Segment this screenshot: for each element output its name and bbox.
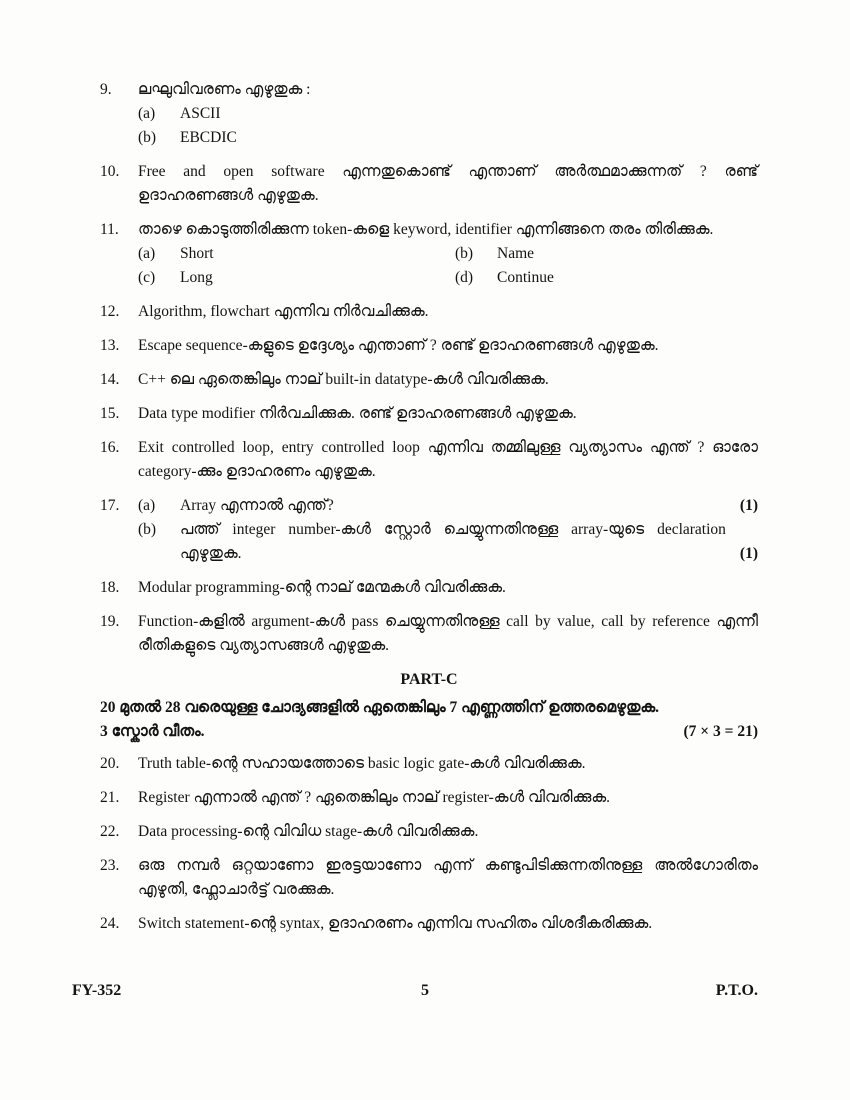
option-label: (c) xyxy=(138,269,156,286)
question-number: 22. xyxy=(100,823,120,840)
question-body xyxy=(138,402,758,426)
question-number: 11. xyxy=(100,221,119,238)
option-label: (d) xyxy=(455,269,474,286)
option-text: Name xyxy=(497,245,535,262)
question-9 xyxy=(100,78,758,150)
question-number: 17. xyxy=(100,497,120,514)
question-number: 14. xyxy=(100,371,120,388)
question-number: 18. xyxy=(100,579,120,596)
question-body xyxy=(138,610,758,658)
question-number: 19. xyxy=(100,613,120,630)
part-c-score-row xyxy=(100,720,758,744)
question-number: 23. xyxy=(100,857,120,874)
question-text: ലഘുവിവരണം എഴുതുക : xyxy=(138,81,311,98)
question-text: ഒരു നമ്പർ ഒറ്റയാണോ ഇരട്ടയാണോ എന്ന് കണ്ടുപിടിക്കുന്നതിനുള്ള അൽഗോരിതം എഴുതി, ഫ്ലോചാർട്ട് വരക്കുക. xyxy=(138,857,758,898)
pto-label: P.T.O. xyxy=(715,982,758,999)
marks-badge: (1) xyxy=(739,497,758,514)
question-text: Free and open software എന്നതുകൊണ്ട് എന്താണ് അർത്ഥമാക്കുന്നത് ? രണ്ട് ഉദാഹരണങ്ങൾ എഴുതുക. xyxy=(138,163,758,204)
question-14 xyxy=(100,368,758,392)
question-text: Escape sequence-കളുടെ ഉദ്ദേശ്യം എന്താണ് ? രണ്ട് ഉദാഹരണങ്ങൾ എഴുതുക. xyxy=(138,337,659,354)
option-b xyxy=(455,242,758,266)
part-c-instruction: 20 മുതൽ 28 വരെയുള്ള ചോദ്യങ്ങളിൽ ഏതെങ്കിലും 7 എണ്ണത്തിന് ഉത്തരമെഴുതുക. xyxy=(100,699,660,716)
question-number: 12. xyxy=(100,303,120,320)
part-c-section xyxy=(100,668,758,744)
part-c-score-note: 3 സ്കോർ വീതം. xyxy=(100,723,205,740)
question-number: 24. xyxy=(100,915,120,932)
question-body xyxy=(138,78,758,150)
part-c-heading: PART-C xyxy=(400,671,458,688)
sub-item-a xyxy=(138,102,758,126)
question-body xyxy=(138,368,758,392)
option-text: Long xyxy=(180,269,213,286)
question-body xyxy=(138,334,758,358)
question-15 xyxy=(100,402,758,426)
option-d xyxy=(455,266,758,290)
question-body xyxy=(138,576,758,600)
sub-question-label: (a) xyxy=(138,497,156,514)
question-text: Truth table-ന്റെ സഹായത്തോടെ basic logic gate-കൾ വിവരിക്കുക. xyxy=(138,755,586,772)
paper-code: FY-352 xyxy=(72,982,122,999)
sub-item-b xyxy=(138,126,758,150)
option-label: (b) xyxy=(455,245,474,262)
question-20 xyxy=(100,752,758,776)
question-23 xyxy=(100,854,758,902)
option-label: (a) xyxy=(138,245,156,262)
question-body xyxy=(138,300,758,324)
sub-question-b xyxy=(138,518,758,566)
question-number: 21. xyxy=(100,789,120,806)
question-body xyxy=(138,218,758,290)
option-text: Continue xyxy=(497,269,554,286)
question-body xyxy=(138,752,758,776)
question-13 xyxy=(100,334,758,358)
question-16 xyxy=(100,436,758,484)
question-text: Data type modifier നിർവചിക്കുക. രണ്ട് ഉദാഹരണങ്ങൾ എഴുതുക. xyxy=(138,405,577,422)
question-text: Register എന്നാൽ എന്ത് ? ഏതെങ്കിലും നാല് register-കൾ വിവരിക്കുക. xyxy=(138,789,610,806)
question-list xyxy=(100,78,758,946)
question-18 xyxy=(100,576,758,600)
sub-question-a xyxy=(138,494,758,518)
question-text: C++ ലെ ഏതെങ്കിലും നാല് built-in datatype-കൾ വിവരിക്കുക. xyxy=(138,371,549,388)
question-body xyxy=(138,820,758,844)
question-text: താഴെ കൊടുത്തിരിക്കുന്ന token-കളെ keyword, identifier എന്നിങ്ങനെ തരം തിരിക്കുക. xyxy=(138,221,714,238)
part-c-marks-scheme: (7 × 3 = 21) xyxy=(683,723,758,740)
option-grid xyxy=(138,242,758,290)
question-text: Modular programming-ന്റെ നാല് മേന്മകൾ വിവരിക്കുക. xyxy=(138,579,506,596)
question-24 xyxy=(100,912,758,936)
page-number: 5 xyxy=(421,982,429,999)
question-body xyxy=(138,786,758,810)
question-19 xyxy=(100,610,758,658)
question-number: 20. xyxy=(100,755,120,772)
page-footer xyxy=(0,982,850,1006)
question-21 xyxy=(100,786,758,810)
question-number: 13. xyxy=(100,337,120,354)
question-text: Exit controlled loop, entry controlled loop എന്നിവ തമ്മിലുള്ള വ്യത്യാസം എന്ത് ? ഓരോ category-ക്കും ഉദാഹരണം എഴുതുക. xyxy=(138,439,758,480)
question-number: 9. xyxy=(100,81,112,98)
sub-question-text: പത്ത് integer number-കൾ സ്റ്റോർ ചെയ്യുന്നതിനുള്ള array-യുടെ declaration എഴുതുക. xyxy=(180,521,726,562)
question-text: Algorithm, flowchart എന്നിവ നിർവചിക്കുക. xyxy=(138,303,429,320)
question-body xyxy=(138,494,758,566)
option-a xyxy=(138,242,455,266)
sub-item-text: ASCII xyxy=(180,105,221,122)
sub-question-text: Array എന്നാൽ എന്ത്? xyxy=(180,497,334,514)
option-c xyxy=(138,266,455,290)
question-10 xyxy=(100,160,758,208)
question-22 xyxy=(100,820,758,844)
question-number: 10. xyxy=(100,163,120,180)
marks-badge: (1) xyxy=(739,545,758,562)
question-17 xyxy=(100,494,758,566)
sub-item-label: (a) xyxy=(138,105,156,122)
question-text: Function-കളിൽ argument-കൾ pass ചെയ്യുന്നതിനുള്ള call by value, call by reference എന്നീ രീതികളുടെ വ്യത്യാസങ്ങൾ എഴുതുക. xyxy=(138,613,758,654)
question-body xyxy=(138,436,758,484)
question-number: 15. xyxy=(100,405,120,422)
sub-item-label: (b) xyxy=(138,129,157,146)
question-body xyxy=(138,912,758,936)
sub-question-label: (b) xyxy=(138,521,157,538)
question-text: Switch statement-ന്റെ syntax, ഉദാഹരണം എന്നിവ സഹിതം വിശദീകരിക്കുക. xyxy=(138,915,653,932)
question-12 xyxy=(100,300,758,324)
option-text: Short xyxy=(180,245,214,262)
question-11 xyxy=(100,218,758,290)
question-body xyxy=(138,854,758,902)
question-number: 16. xyxy=(100,439,120,456)
question-body xyxy=(138,160,758,208)
sub-item-text: EBCDIC xyxy=(180,129,237,146)
question-text: Data processing-ന്റെ വിവിധ stage-കൾ വിവരിക്കുക. xyxy=(138,823,479,840)
